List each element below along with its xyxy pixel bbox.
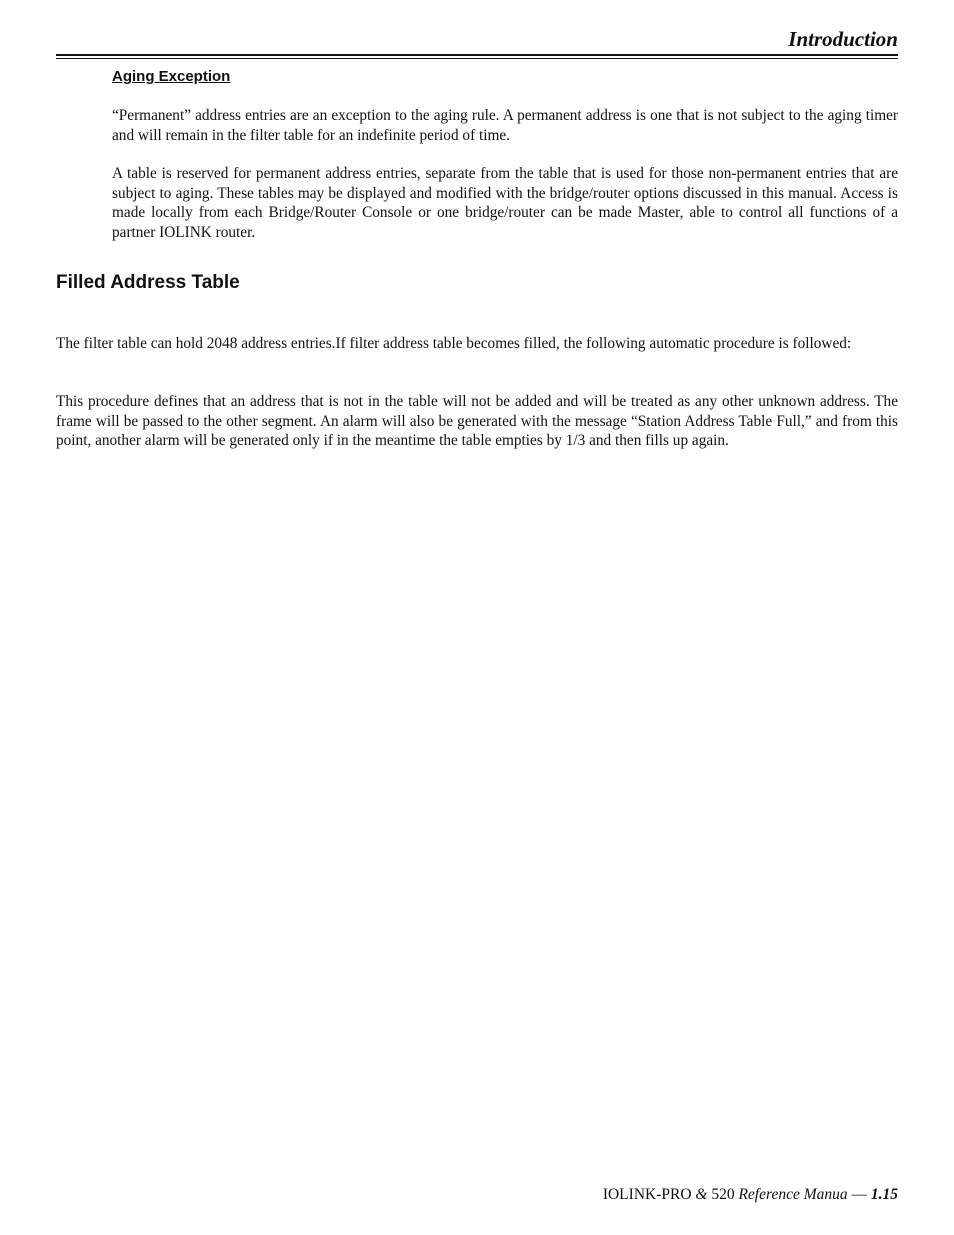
footer-manual-title: Reference Manua [738, 1186, 848, 1203]
footer-model: 520 [707, 1186, 739, 1203]
header-rule-thin [56, 58, 898, 59]
footer-page-number: 1.15 [870, 1186, 898, 1203]
aging-exception-paragraph-2: A table is reserved for permanent address entries, separate from the table that is used for those non-permanent entries that are subject to aging. These tables may be displayed and modified with the bridge/router options discussed in this manual. Access is made locally from each Bridge/Router Console or one bridge/router can be made Master, able to control all functions of a partner IOLINK router. [112, 165, 898, 241]
filled-address-table-paragraph-2: This procedure defines that an address that is not in the table will not be added and will be treated as any other unknown address. The frame will be passed to the other segment. An alarm will also be generated with the message “Station Address Table Full,” and from this point, another alarm will be generated only if in the meantime the table empties by 1/3 and then fills up again. [56, 393, 898, 449]
page-footer [603, 1186, 898, 1204]
filled-address-table-heading: Filled Address Table [56, 272, 240, 293]
header-rule [56, 54, 898, 56]
aging-exception-heading: Aging Exception [112, 68, 231, 85]
aging-exception-paragraph-1: “Permanent” address entries are an exception to the aging rule. A permanent address is one that is not subject to the aging timer and will remain in the filter table for an indefinite period of time. [112, 107, 898, 144]
footer-ampersand: & [695, 1186, 708, 1203]
filled-address-table-paragraph-1: The filter table can hold 2048 address entries.If filter address table becomes filled, the following automatic procedure is followed: [56, 335, 852, 352]
page-header-title: Introduction [788, 27, 898, 51]
footer-product: IOLINK-PRO [602, 1186, 696, 1203]
footer-dash: — [847, 1186, 871, 1203]
